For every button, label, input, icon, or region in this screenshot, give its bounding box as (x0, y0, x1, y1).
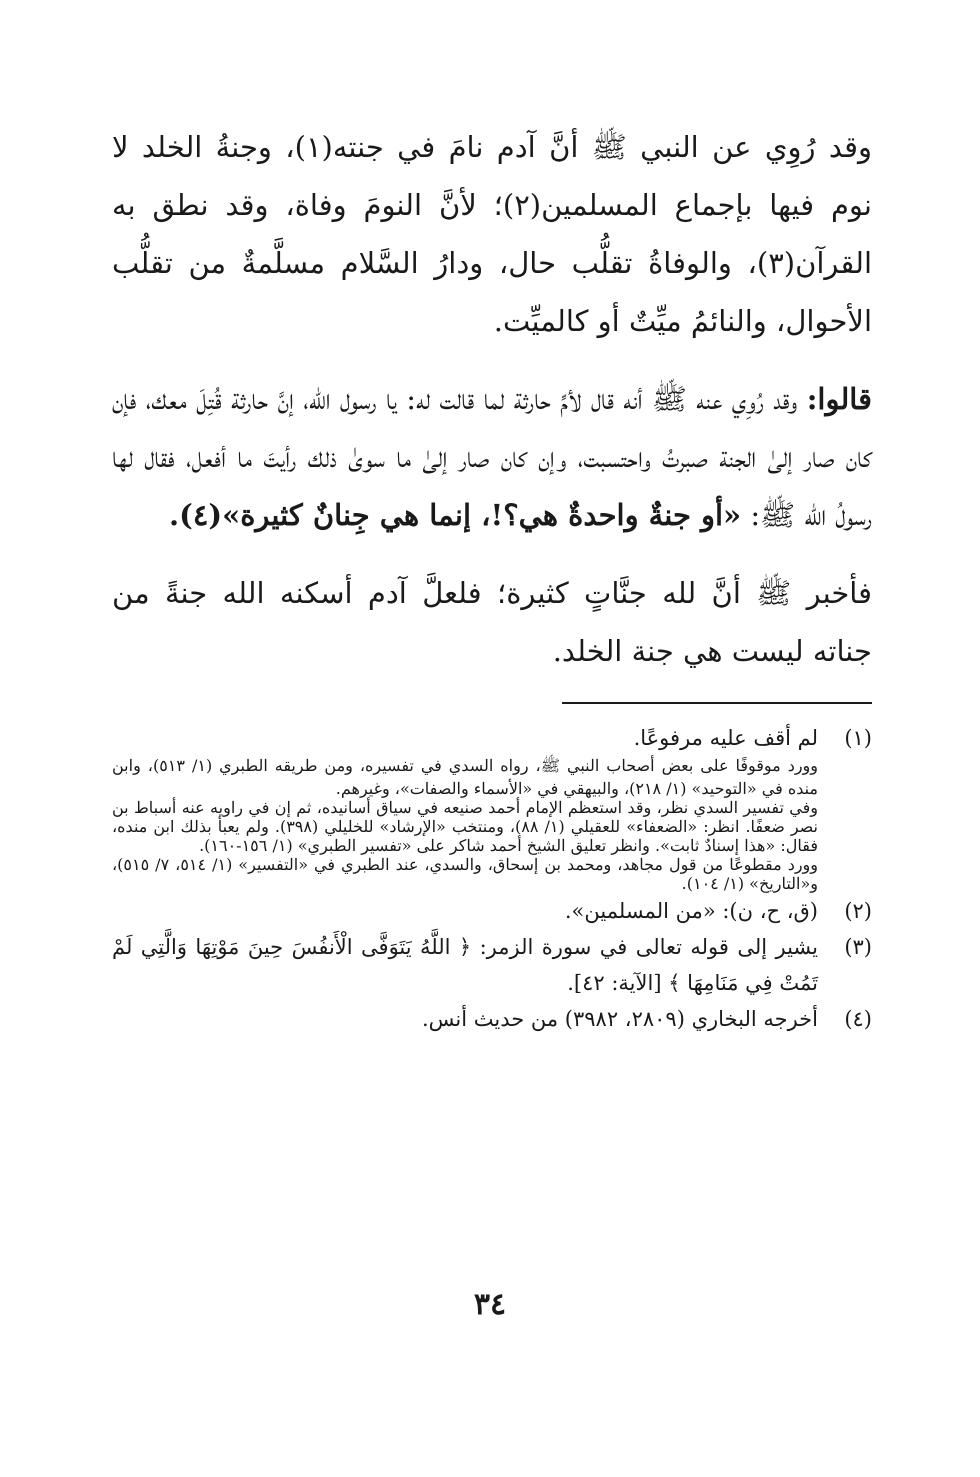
footnote-text: لم أقف عليه مرفوعًا. (633, 726, 818, 750)
footnote-4 (112, 1001, 872, 1037)
paragraph-1-text: وقد رُوِي عن النبي ﷺ أنَّ آدم نامَ في جنته(١)، وجنةُ الخلد لا نوم فيها بإجماع المسلمين(٢)؛ لأنَّ النومَ وفاة، وقد نطق به القرآن(٣)، والوفاةُ تقلُّب حال، ودارُ السَّلام مسلَّمةٌ من تقلُّب الأحوال، والنائمُ ميِّتٌ أو كالميِّت. (112, 130, 872, 338)
body-paragraph-3 (112, 564, 872, 680)
footnote-1 (112, 720, 872, 756)
body-paragraph-1 (112, 118, 872, 350)
footnote-divider (562, 702, 872, 704)
paragraph-2-lead: قالوا: (806, 382, 872, 416)
footnote-continuation: وورد موقوفًا على بعض أصحاب النبي ﷺ، رواه السدي في تفسيره، ومن طريقه الطبري (١/ ٥١٣)، وابن منده في «التوحيد» (١/ ٢١٨)، والبيهقي في «الأسماء والصفات»، وغيرهم. (112, 756, 819, 798)
footnote-text: أخرجه البخاري (٢٨٠٩، ٣٩٨٢) من حديث أنس. (421, 1007, 818, 1031)
footnote-3 (112, 929, 872, 1001)
footnote-number: (٣) (844, 935, 872, 959)
body-paragraph-2 (112, 370, 872, 544)
page-number: ٣٤ (473, 1287, 507, 1322)
paragraph-2-hadith: «أو جنةٌ واحدةٌ هي؟!، إنما هي جِنانٌ كثيرة»(٤). (168, 498, 742, 532)
footnotes (112, 720, 872, 1037)
footnote-text: (ق، ح، ن): «من المسلمين». (564, 899, 818, 923)
footnote-2 (112, 893, 872, 929)
footnote-continuation: وورد مقطوعًا من قول مجاهد، ومحمد بن إسحاق، والسدي، عند الطبري في «التفسير» (١/ ٥١٤، ٧/ ٥١٥)، و«التاريخ» (١/ ١٠٤). (112, 855, 818, 893)
footnote-number: (٢) (844, 899, 872, 923)
footnote-text: يشير إلى قوله تعالى في سورة الزمر: ﴿ اللَّهُ يَتَوَفَّى الْأَنفُسَ حِينَ مَوْتِهَا وَالَّتِي لَمْ تَمُتْ فِي مَنَامِهَا ﴾ [الآية: ٤٢]. (112, 935, 818, 995)
footnote-number: (٤) (844, 1007, 872, 1031)
paragraph-3-text: فأخبر ﷺ أنَّ لله جنَّاتٍ كثيرة؛ فلعلَّ آدم أسكنه الله جنةً من جناته ليست هي جنة الخلد. (112, 576, 872, 668)
footnote-continuation: وفي تفسير السدي نظر، وقد استعظم الإمام أحمد صنيعه في سياق أسانيده، ثم إن في راويه عنه أسباط بن نصر ضعفًا. انظر: «الضعفاء» للعقيلي (١/ ٨٨)، ومنتخب «الإرشاد» للخليلي (٣٩٨). ولم يعبأ بذلك ابن منده، فقال: «هذا إسنادٌ ثابت». وانظر تعليق الشيخ أحمد شاكر على «تفسير الطبري» (١/ ١٥٦-١٦٠). (112, 798, 819, 855)
paragraph-2-text: وقد رُوِي عنه ﷺ أنه قال لأمِّ حارثة لما قالت له: يا رسول الله، إنَّ حارثة قُتِلَ معك، فإن كان صار إلىٰ الجنة صبرتُ واحتسبت، وإن كان صار إلىٰ ما سوىٰ ذلك رأيتَ ما أفعل، فقال لها رسولُ الله ﷺ: (112, 382, 872, 532)
footnote-number: (١) (844, 726, 872, 750)
